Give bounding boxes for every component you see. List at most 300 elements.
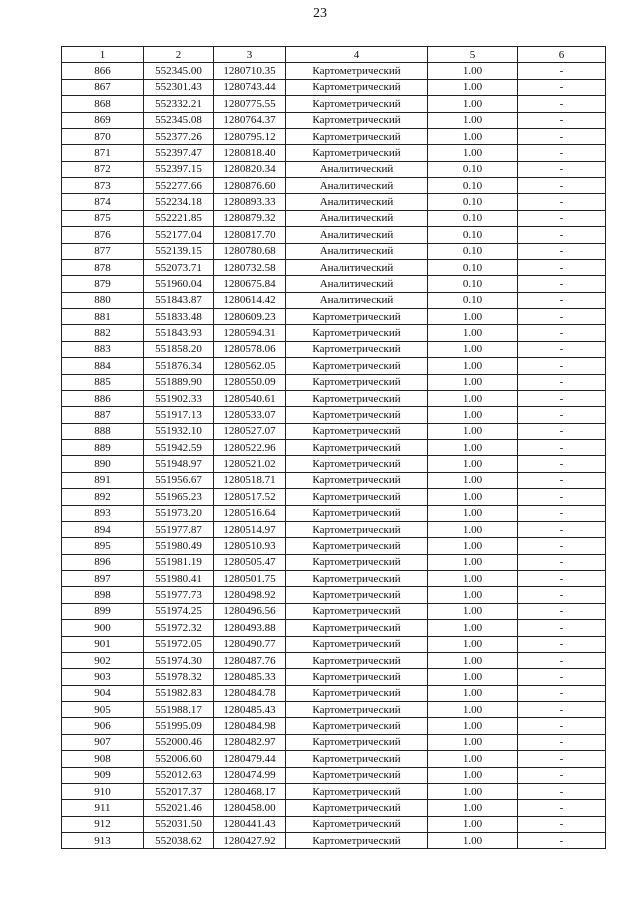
- cell-accuracy: 1.00: [428, 767, 518, 783]
- cell-accuracy: 1.00: [428, 603, 518, 619]
- cell-accuracy: 1.00: [428, 783, 518, 799]
- cell-method: Картометрический: [286, 652, 428, 668]
- cell-description: -: [518, 783, 606, 799]
- cell-y: 1280521.02: [214, 456, 286, 472]
- table-row: [62, 227, 606, 243]
- table-row: [62, 702, 606, 718]
- cell-x: 551960.04: [144, 276, 214, 292]
- cell-point-number: 892: [62, 489, 144, 505]
- cell-x: 551942.59: [144, 440, 214, 456]
- cell-accuracy: 1.00: [428, 751, 518, 767]
- cell-x: 551889.90: [144, 374, 214, 390]
- cell-y: 1280614.42: [214, 292, 286, 308]
- cell-description: -: [518, 767, 606, 783]
- cell-x: 552017.37: [144, 783, 214, 799]
- cell-method: Картометрический: [286, 554, 428, 570]
- cell-y: 1280876.60: [214, 178, 286, 194]
- cell-method: Картометрический: [286, 96, 428, 112]
- cell-point-number: 867: [62, 79, 144, 95]
- cell-method: Аналитический: [286, 259, 428, 275]
- cell-accuracy: 1.00: [428, 145, 518, 161]
- cell-point-number: 913: [62, 833, 144, 849]
- cell-accuracy: 0.10: [428, 259, 518, 275]
- cell-accuracy: 1.00: [428, 554, 518, 570]
- cell-x: 552234.18: [144, 194, 214, 210]
- cell-point-number: 873: [62, 178, 144, 194]
- cell-point-number: 891: [62, 472, 144, 488]
- cell-y: 1280485.33: [214, 669, 286, 685]
- table-row: [62, 603, 606, 619]
- cell-description: -: [518, 603, 606, 619]
- table-row: [62, 456, 606, 472]
- cell-point-number: 885: [62, 374, 144, 390]
- cell-method: Аналитический: [286, 161, 428, 177]
- cell-point-number: 882: [62, 325, 144, 341]
- cell-description: -: [518, 800, 606, 816]
- cell-description: -: [518, 194, 606, 210]
- cell-x: 552397.47: [144, 145, 214, 161]
- cell-point-number: 905: [62, 702, 144, 718]
- cell-y: 1280516.64: [214, 505, 286, 521]
- cell-accuracy: 1.00: [428, 472, 518, 488]
- table-row: [62, 472, 606, 488]
- cell-method: Картометрический: [286, 636, 428, 652]
- cell-y: 1280578.06: [214, 341, 286, 357]
- table-row: [62, 194, 606, 210]
- cell-point-number: 883: [62, 341, 144, 357]
- cell-point-number: 888: [62, 423, 144, 439]
- cell-description: -: [518, 587, 606, 603]
- cell-point-number: 866: [62, 63, 144, 79]
- cell-description: -: [518, 63, 606, 79]
- cell-point-number: 884: [62, 358, 144, 374]
- cell-accuracy: 0.10: [428, 178, 518, 194]
- cell-accuracy: 1.00: [428, 358, 518, 374]
- cell-method: Картометрический: [286, 472, 428, 488]
- cell-description: -: [518, 489, 606, 505]
- cell-y: 1280496.56: [214, 603, 286, 619]
- cell-point-number: 904: [62, 685, 144, 701]
- cell-method: Картометрический: [286, 603, 428, 619]
- cell-y: 1280482.97: [214, 734, 286, 750]
- cell-y: 1280518.71: [214, 472, 286, 488]
- cell-y: 1280498.92: [214, 587, 286, 603]
- table-row: [62, 685, 606, 701]
- cell-y: 1280594.31: [214, 325, 286, 341]
- table-row: [62, 358, 606, 374]
- cell-y: 1280487.76: [214, 652, 286, 668]
- cell-x: 551833.48: [144, 309, 214, 325]
- cell-point-number: 908: [62, 751, 144, 767]
- cell-point-number: 868: [62, 96, 144, 112]
- cell-x: 552139.15: [144, 243, 214, 259]
- cell-accuracy: 1.00: [428, 341, 518, 357]
- table-row: [62, 145, 606, 161]
- cell-method: Картометрический: [286, 407, 428, 423]
- cell-y: 1280817.70: [214, 227, 286, 243]
- column-header-point-number: 1: [62, 47, 144, 63]
- cell-y: 1280490.77: [214, 636, 286, 652]
- cell-y: 1280522.96: [214, 440, 286, 456]
- cell-x: 552301.43: [144, 79, 214, 95]
- cell-point-number: 895: [62, 538, 144, 554]
- cell-description: -: [518, 685, 606, 701]
- cell-accuracy: 0.10: [428, 292, 518, 308]
- cell-point-number: 874: [62, 194, 144, 210]
- cell-y: 1280468.17: [214, 783, 286, 799]
- cell-method: Картометрический: [286, 112, 428, 128]
- cell-x: 551977.73: [144, 587, 214, 603]
- table-row: [62, 407, 606, 423]
- cell-y: 1280505.47: [214, 554, 286, 570]
- cell-method: Картометрический: [286, 325, 428, 341]
- cell-x: 552021.46: [144, 800, 214, 816]
- cell-method: Картометрический: [286, 128, 428, 144]
- cell-method: Картометрический: [286, 423, 428, 439]
- table-body: [62, 63, 606, 849]
- cell-x: 551974.25: [144, 603, 214, 619]
- cell-x: 552031.50: [144, 816, 214, 832]
- cell-point-number: 878: [62, 259, 144, 275]
- table-row: [62, 112, 606, 128]
- cell-method: Картометрический: [286, 587, 428, 603]
- cell-accuracy: 1.00: [428, 800, 518, 816]
- cell-x: 552345.08: [144, 112, 214, 128]
- cell-description: -: [518, 128, 606, 144]
- table-row: [62, 210, 606, 226]
- cell-accuracy: 1.00: [428, 309, 518, 325]
- table-row: [62, 276, 606, 292]
- cell-description: -: [518, 276, 606, 292]
- table-row: [62, 652, 606, 668]
- table-row: [62, 571, 606, 587]
- cell-x: 552221.85: [144, 210, 214, 226]
- cell-description: -: [518, 309, 606, 325]
- cell-method: Аналитический: [286, 292, 428, 308]
- cell-description: -: [518, 79, 606, 95]
- cell-description: -: [518, 571, 606, 587]
- table-row: [62, 423, 606, 439]
- cell-description: -: [518, 423, 606, 439]
- cell-point-number: 900: [62, 620, 144, 636]
- cell-accuracy: 1.00: [428, 816, 518, 832]
- cell-accuracy: 1.00: [428, 505, 518, 521]
- cell-y: 1280458.00: [214, 800, 286, 816]
- cell-accuracy: 0.10: [428, 210, 518, 226]
- cell-y: 1280795.12: [214, 128, 286, 144]
- table-row: [62, 96, 606, 112]
- cell-method: Картометрический: [286, 718, 428, 734]
- cell-accuracy: 1.00: [428, 833, 518, 849]
- page-number: 23: [313, 6, 327, 21]
- table-row: [62, 178, 606, 194]
- cell-description: -: [518, 227, 606, 243]
- cell-description: -: [518, 292, 606, 308]
- cell-method: Картометрический: [286, 440, 428, 456]
- cell-description: -: [518, 243, 606, 259]
- cell-accuracy: 1.00: [428, 734, 518, 750]
- cell-description: -: [518, 751, 606, 767]
- cell-y: 1280743.44: [214, 79, 286, 95]
- cell-x: 552277.66: [144, 178, 214, 194]
- table-row: [62, 489, 606, 505]
- table-row: [62, 63, 606, 79]
- cell-accuracy: 1.00: [428, 128, 518, 144]
- table-row: [62, 259, 606, 275]
- cell-x: 551981.19: [144, 554, 214, 570]
- table-row: [62, 243, 606, 259]
- cell-description: -: [518, 521, 606, 537]
- cell-point-number: 897: [62, 571, 144, 587]
- table-row: [62, 718, 606, 734]
- cell-accuracy: 0.10: [428, 161, 518, 177]
- cell-x: 552073.71: [144, 259, 214, 275]
- cell-y: 1280675.84: [214, 276, 286, 292]
- cell-description: -: [518, 816, 606, 832]
- cell-x: 551988.17: [144, 702, 214, 718]
- cell-point-number: 909: [62, 767, 144, 783]
- cell-description: -: [518, 407, 606, 423]
- cell-description: -: [518, 636, 606, 652]
- cell-point-number: 912: [62, 816, 144, 832]
- cell-accuracy: 1.00: [428, 390, 518, 406]
- cell-point-number: 906: [62, 718, 144, 734]
- cell-method: Аналитический: [286, 276, 428, 292]
- cell-method: Картометрический: [286, 358, 428, 374]
- cell-y: 1280427.92: [214, 833, 286, 849]
- column-header-method: 4: [286, 47, 428, 63]
- cell-point-number: 887: [62, 407, 144, 423]
- cell-accuracy: 1.00: [428, 521, 518, 537]
- cell-accuracy: 1.00: [428, 63, 518, 79]
- table-row: [62, 79, 606, 95]
- column-header-y: 3: [214, 47, 286, 63]
- cell-accuracy: 1.00: [428, 96, 518, 112]
- cell-accuracy: 0.10: [428, 243, 518, 259]
- cell-accuracy: 1.00: [428, 571, 518, 587]
- cell-method: Картометрический: [286, 456, 428, 472]
- column-header-accuracy: 5: [428, 47, 518, 63]
- cell-method: Картометрический: [286, 309, 428, 325]
- cell-point-number: 910: [62, 783, 144, 799]
- cell-x: 552332.21: [144, 96, 214, 112]
- cell-y: 1280780.68: [214, 243, 286, 259]
- cell-description: -: [518, 833, 606, 849]
- cell-point-number: 877: [62, 243, 144, 259]
- cell-point-number: 870: [62, 128, 144, 144]
- cell-point-number: 872: [62, 161, 144, 177]
- cell-point-number: 898: [62, 587, 144, 603]
- coordinates-table: [61, 46, 606, 849]
- cell-x: 551980.49: [144, 538, 214, 554]
- cell-point-number: 890: [62, 456, 144, 472]
- cell-accuracy: 1.00: [428, 440, 518, 456]
- cell-x: 551965.23: [144, 489, 214, 505]
- cell-point-number: 907: [62, 734, 144, 750]
- cell-x: 551973.20: [144, 505, 214, 521]
- cell-point-number: 896: [62, 554, 144, 570]
- cell-method: Картометрический: [286, 489, 428, 505]
- cell-method: Картометрический: [286, 521, 428, 537]
- cell-accuracy: 1.00: [428, 423, 518, 439]
- cell-method: Аналитический: [286, 210, 428, 226]
- cell-description: -: [518, 178, 606, 194]
- cell-accuracy: 0.10: [428, 276, 518, 292]
- cell-accuracy: 1.00: [428, 325, 518, 341]
- cell-description: -: [518, 374, 606, 390]
- cell-description: -: [518, 472, 606, 488]
- cell-method: Картометрический: [286, 685, 428, 701]
- cell-accuracy: 1.00: [428, 652, 518, 668]
- table-row: [62, 538, 606, 554]
- cell-description: -: [518, 325, 606, 341]
- table-row: [62, 636, 606, 652]
- table-row: [62, 669, 606, 685]
- cell-description: -: [518, 440, 606, 456]
- cell-x: 551876.34: [144, 358, 214, 374]
- cell-description: -: [518, 734, 606, 750]
- table-row: [62, 161, 606, 177]
- cell-description: -: [518, 620, 606, 636]
- table-header: [62, 47, 606, 63]
- cell-description: -: [518, 554, 606, 570]
- cell-y: 1280533.07: [214, 407, 286, 423]
- cell-method: Картометрический: [286, 669, 428, 685]
- cell-y: 1280514.97: [214, 521, 286, 537]
- cell-x: 551843.87: [144, 292, 214, 308]
- cell-method: Аналитический: [286, 194, 428, 210]
- cell-y: 1280775.55: [214, 96, 286, 112]
- table-row: [62, 521, 606, 537]
- cell-y: 1280510.93: [214, 538, 286, 554]
- cell-description: -: [518, 259, 606, 275]
- cell-method: Картометрический: [286, 505, 428, 521]
- cell-y: 1280441.43: [214, 816, 286, 832]
- table-row: [62, 390, 606, 406]
- table-row: [62, 767, 606, 783]
- cell-point-number: 876: [62, 227, 144, 243]
- table-row: [62, 128, 606, 144]
- cell-point-number: 879: [62, 276, 144, 292]
- table-row: [62, 554, 606, 570]
- cell-x: 551956.67: [144, 472, 214, 488]
- cell-method: Картометрический: [286, 390, 428, 406]
- cell-description: -: [518, 390, 606, 406]
- cell-accuracy: 1.00: [428, 702, 518, 718]
- cell-accuracy: 1.00: [428, 374, 518, 390]
- cell-method: Аналитический: [286, 178, 428, 194]
- table-row: [62, 440, 606, 456]
- cell-y: 1280501.75: [214, 571, 286, 587]
- cell-y: 1280484.98: [214, 718, 286, 734]
- table-row: [62, 734, 606, 750]
- cell-x: 552177.04: [144, 227, 214, 243]
- cell-x: 552012.63: [144, 767, 214, 783]
- cell-point-number: 911: [62, 800, 144, 816]
- cell-x: 552000.46: [144, 734, 214, 750]
- cell-method: Картометрический: [286, 816, 428, 832]
- cell-method: Картометрический: [286, 767, 428, 783]
- cell-y: 1280818.40: [214, 145, 286, 161]
- cell-x: 552038.62: [144, 833, 214, 849]
- cell-method: Картометрический: [286, 538, 428, 554]
- table-row: [62, 341, 606, 357]
- cell-point-number: 901: [62, 636, 144, 652]
- cell-x: 551980.41: [144, 571, 214, 587]
- cell-description: -: [518, 505, 606, 521]
- cell-y: 1280893.33: [214, 194, 286, 210]
- cell-x: 552006.60: [144, 751, 214, 767]
- cell-accuracy: 0.10: [428, 227, 518, 243]
- table-row: [62, 292, 606, 308]
- cell-y: 1280527.07: [214, 423, 286, 439]
- cell-description: -: [518, 702, 606, 718]
- cell-description: -: [518, 112, 606, 128]
- cell-accuracy: 1.00: [428, 620, 518, 636]
- cell-method: Аналитический: [286, 243, 428, 259]
- cell-x: 551917.13: [144, 407, 214, 423]
- cell-accuracy: 0.10: [428, 194, 518, 210]
- cell-method: Картометрический: [286, 571, 428, 587]
- header-row: [62, 47, 606, 63]
- cell-point-number: 886: [62, 390, 144, 406]
- cell-description: -: [518, 210, 606, 226]
- cell-description: -: [518, 358, 606, 374]
- cell-x: 551977.87: [144, 521, 214, 537]
- cell-accuracy: 1.00: [428, 112, 518, 128]
- cell-x: 551972.32: [144, 620, 214, 636]
- table-row: [62, 800, 606, 816]
- table-row: [62, 587, 606, 603]
- cell-description: -: [518, 669, 606, 685]
- cell-x: 551982.83: [144, 685, 214, 701]
- cell-accuracy: 1.00: [428, 669, 518, 685]
- cell-point-number: 875: [62, 210, 144, 226]
- cell-point-number: 902: [62, 652, 144, 668]
- table-row: [62, 751, 606, 767]
- cell-y: 1280540.61: [214, 390, 286, 406]
- cell-x: 552345.00: [144, 63, 214, 79]
- cell-method: Картометрический: [286, 833, 428, 849]
- cell-accuracy: 1.00: [428, 538, 518, 554]
- cell-method: Картометрический: [286, 374, 428, 390]
- cell-accuracy: 1.00: [428, 407, 518, 423]
- table-row: [62, 816, 606, 832]
- cell-method: Картометрический: [286, 702, 428, 718]
- cell-accuracy: 1.00: [428, 718, 518, 734]
- cell-y: 1280820.34: [214, 161, 286, 177]
- cell-x: 552397.15: [144, 161, 214, 177]
- cell-y: 1280517.52: [214, 489, 286, 505]
- cell-description: -: [518, 161, 606, 177]
- cell-x: 551974.30: [144, 652, 214, 668]
- cell-y: 1280732.58: [214, 259, 286, 275]
- cell-accuracy: 1.00: [428, 685, 518, 701]
- cell-method: Картометрический: [286, 145, 428, 161]
- cell-method: Картометрический: [286, 63, 428, 79]
- table-row: [62, 325, 606, 341]
- cell-x: 551858.20: [144, 341, 214, 357]
- cell-point-number: 880: [62, 292, 144, 308]
- cell-point-number: 893: [62, 505, 144, 521]
- cell-point-number: 869: [62, 112, 144, 128]
- table-row: [62, 374, 606, 390]
- cell-description: -: [518, 718, 606, 734]
- cell-x: 551948.97: [144, 456, 214, 472]
- table-row: [62, 309, 606, 325]
- cell-y: 1280879.32: [214, 210, 286, 226]
- cell-accuracy: 1.00: [428, 636, 518, 652]
